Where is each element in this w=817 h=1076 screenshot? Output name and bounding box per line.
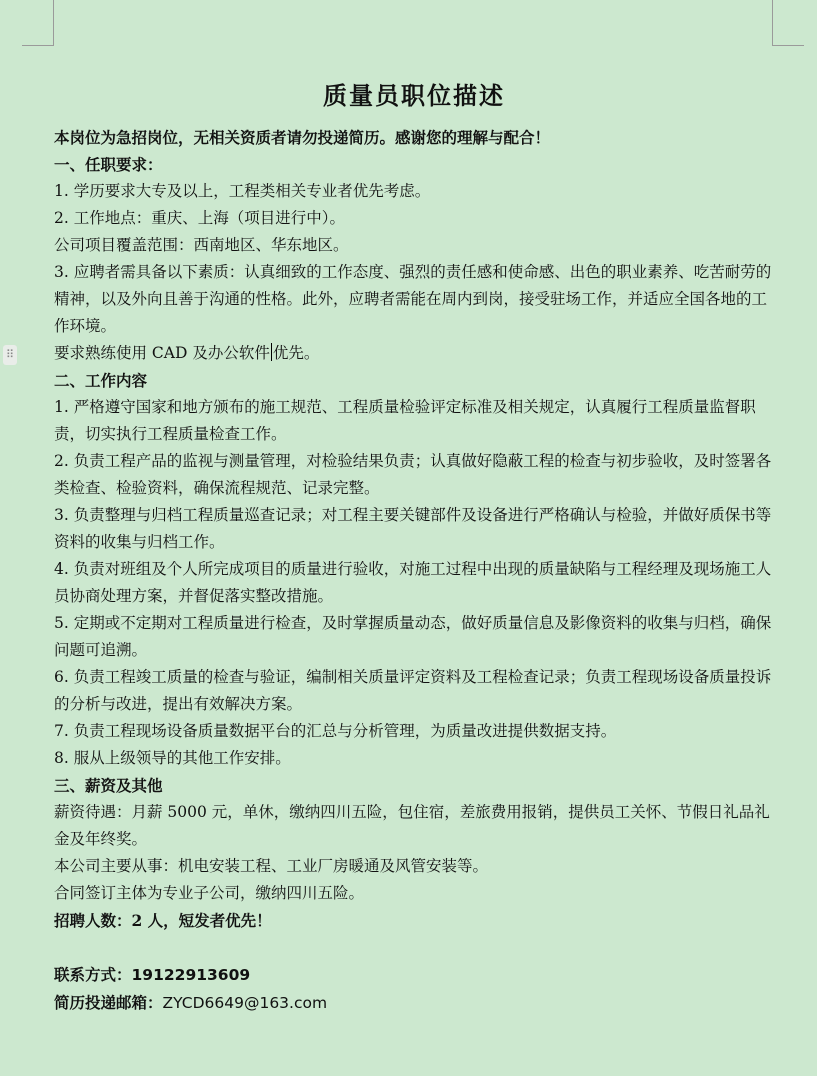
contact-email-address: ZYCD6649@163.com bbox=[162, 994, 328, 1012]
headcount-line: 招聘人数：2 人，短发者优先！ bbox=[54, 911, 272, 930]
salary-item: 薪资待遇：月薪 5000 元，单休，缴纳四川五险，包住宿，差旅费用报销，提供员工关怀、节假日礼品礼金及年终奖。 bbox=[54, 803, 770, 848]
requirement-item: 1. 学历要求大专及以上，工程类相关专业者优先考虑。 bbox=[54, 182, 431, 200]
requirement-item: 3. 应聘者需具备以下素质：认真细致的工作态度、强烈的责任感和使命感、出色的职业素养、吃苦耐劳的精神，以及外向且善于沟通的性格。此外，应聘者需能在周内到岗，接受驻场工作，并适应全国各地的工作环境。 bbox=[54, 263, 772, 335]
contact-phone-line bbox=[54, 961, 774, 989]
duty-item: 1. 严格遵守国家和地方颁布的施工规范、工程质量检验评定标准及相关规定，认真履行工程质量监督职责，切实执行工程质量检查工作。 bbox=[54, 398, 756, 443]
paragraph-drag-handle-icon[interactable]: ⠿ bbox=[3, 345, 17, 365]
cad-text-after-cursor: 优先。 bbox=[272, 344, 320, 362]
duty-item: 4. 负责对班组及个人所完成项目的质量进行验收，对施工过程中出现的质量缺陷与工程经理及现场施工人员协商处理方案，并督促落实整改措施。 bbox=[54, 560, 772, 605]
contact-phone-label: 联系方式： bbox=[54, 965, 132, 984]
section-heading-salary: 三、薪资及其他 bbox=[54, 776, 163, 795]
duty-item: 7. 负责工程现场设备质量数据平台的汇总与分析管理，为质量改进提供数据支持。 bbox=[54, 722, 617, 740]
section-heading-duties: 二、工作内容 bbox=[54, 371, 148, 390]
text-cursor bbox=[271, 343, 272, 361]
requirement-item: 2. 工作地点：重庆、上海（项目进行中）。 bbox=[54, 209, 345, 227]
contact-phone-number: 19122913609 bbox=[131, 966, 251, 984]
section-heading-requirements: 一、任职要求： bbox=[54, 155, 163, 174]
crop-mark-top-left bbox=[22, 0, 54, 46]
document-title: 质量员职位描述 bbox=[323, 81, 505, 110]
contract-item: 合同签订主体为专业子公司，缴纳四川五险。 bbox=[54, 884, 365, 902]
duty-item: 2. 负责工程产品的监视与测量管理，对检验结果负责；认真做好隐蔽工程的检查与初步验收，及时签署各类检查、检验资料，确保流程规范、记录完整。 bbox=[54, 452, 772, 497]
requirement-item-cad bbox=[54, 340, 774, 367]
cad-text-before-cursor: 要求熟练使用 CAD 及办公软件 bbox=[54, 344, 270, 362]
company-business-item: 本公司主要从事：机电安装工程、工业厂房暖通及风管安装等。 bbox=[54, 857, 489, 875]
urgent-notice: 本岗位为急招岗位，无相关资质者请勿投递简历。感谢您的理解与配合！ bbox=[54, 128, 551, 147]
duty-item: 8. 服从上级领导的其他工作安排。 bbox=[54, 749, 291, 767]
contact-email-line bbox=[54, 989, 774, 1017]
duty-item: 3. 负责整理与归档工程质量巡查记录；对工程主要关键部件及设备进行严格确认与检验，并做好质保书等资料的收集与归档工作。 bbox=[54, 506, 772, 551]
document-body bbox=[54, 76, 774, 1017]
crop-mark-top-right bbox=[772, 0, 804, 46]
requirement-item: 公司项目覆盖范围：西南地区、华东地区。 bbox=[54, 236, 349, 254]
duty-item: 6. 负责工程竣工质量的检查与验证，编制相关质量评定资料及工程检查记录；负责工程现场设备质量投诉的分析与改进，提出有效解决方案。 bbox=[54, 668, 772, 713]
blank-line bbox=[54, 934, 774, 961]
duty-item: 5. 定期或不定期对工程质量进行检查，及时掌握质量动态，做好质量信息及影像资料的收集与归档，确保问题可追溯。 bbox=[54, 614, 772, 659]
contact-email-label: 简历投递邮箱： bbox=[54, 993, 163, 1012]
